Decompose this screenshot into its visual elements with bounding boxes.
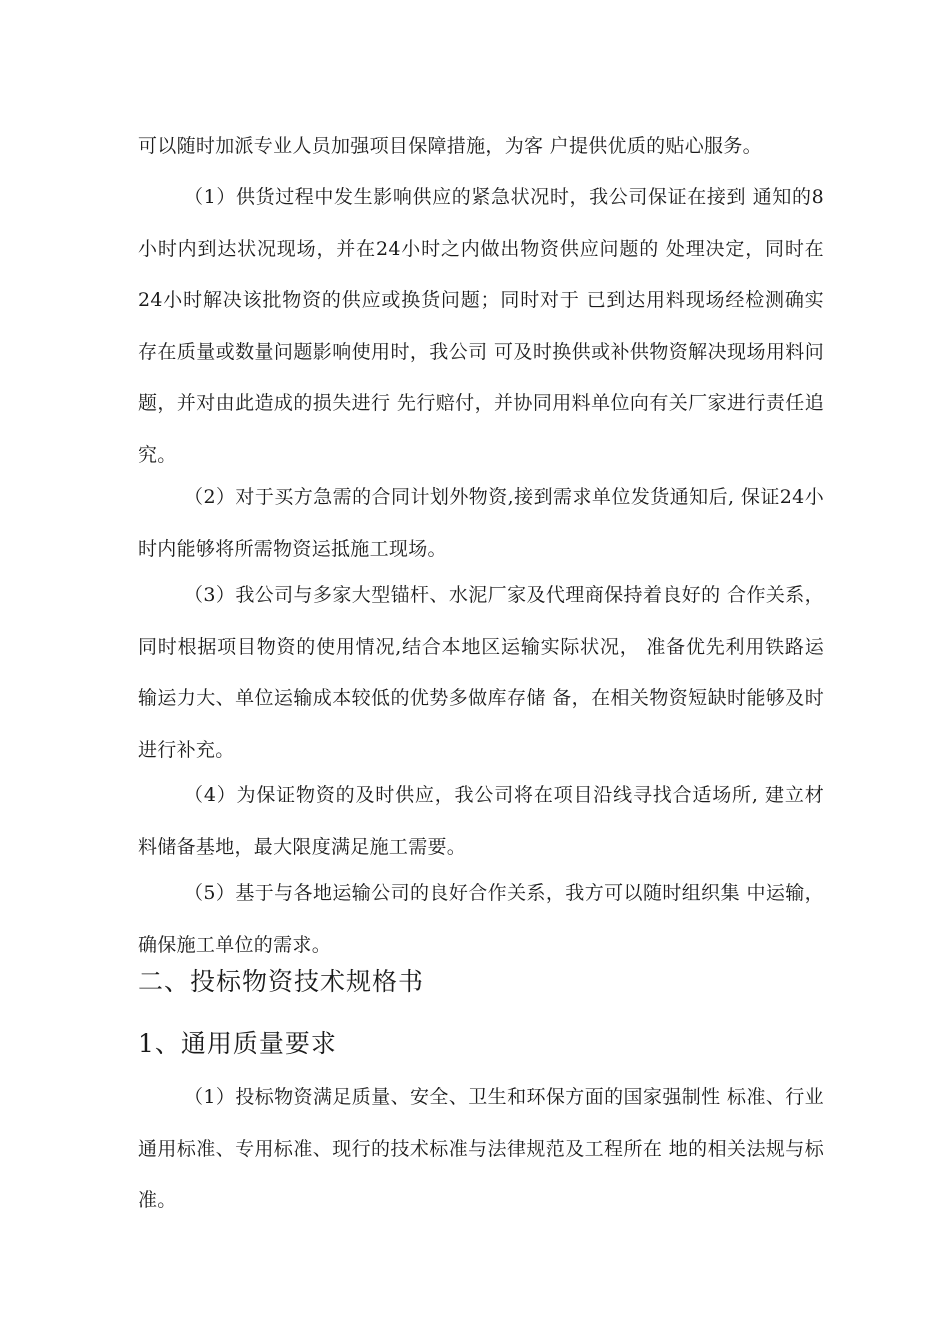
paragraph-item-1: （1）供货过程中发生影响供应的紧急状况时，我公司保证在接到 通知的8小时内到达状况现场，并在24小时之内做出物资供应问题的 处理决定，同时在24小时解决该批物资的供应或换货问题；同时对于 已到达用料现场经检测确实存在质量或数量问题影响使用时，我公司 可及时换供或补供物资解决现场用料问题，并对由此造成的损失进行 先行赔付，并协同用料单位向有关厂家进行责任追究。 — [138, 186, 824, 466]
subsection-heading: 1、通用质量要求 — [138, 1029, 337, 1058]
paragraph-service-intro: 可以随时加派专业人员加强项目保障措施，为客 户提供优质的贴心服务。 — [138, 135, 762, 157]
section-heading: 二、投标物资技术规格书 — [138, 967, 425, 996]
paragraph-quality-1: （1）投标物资满足质量、安全、卫生和环保方面的国家强制性 标准、行业通用标准、专用标准、现行的技术标准与法律规范及工程所在 地的相关法规与标准。 — [138, 1086, 824, 1211]
paragraph-item-4: （4）为保证物资的及时供应，我公司将在项目沿线寻找合适场所, 建立材料储备基地，最大限度满足施工需要。 — [138, 784, 824, 858]
paragraph-item-2: （2）对于买方急需的合同计划外物资,接到需求单位发货通知后, 保证24小时内能够将所需物资运抵施工现场。 — [138, 486, 824, 560]
paragraph-item-5: （5）基于与各地运输公司的良好合作关系，我方可以随时组织集 中运输，确保施工单位的需求。 — [138, 882, 824, 956]
paragraph-item-3: （3）我公司与多家大型锚杆、水泥厂家及代理商保持着良好的 合作关系，同时根据项目物资的使用情况,结合本地区运输实际状况， 准备优先利用铁路运输运力大、单位运输成本较低的优势多做库存储 备，在相关物资短缺时能够及时进行补充。 — [138, 584, 824, 761]
